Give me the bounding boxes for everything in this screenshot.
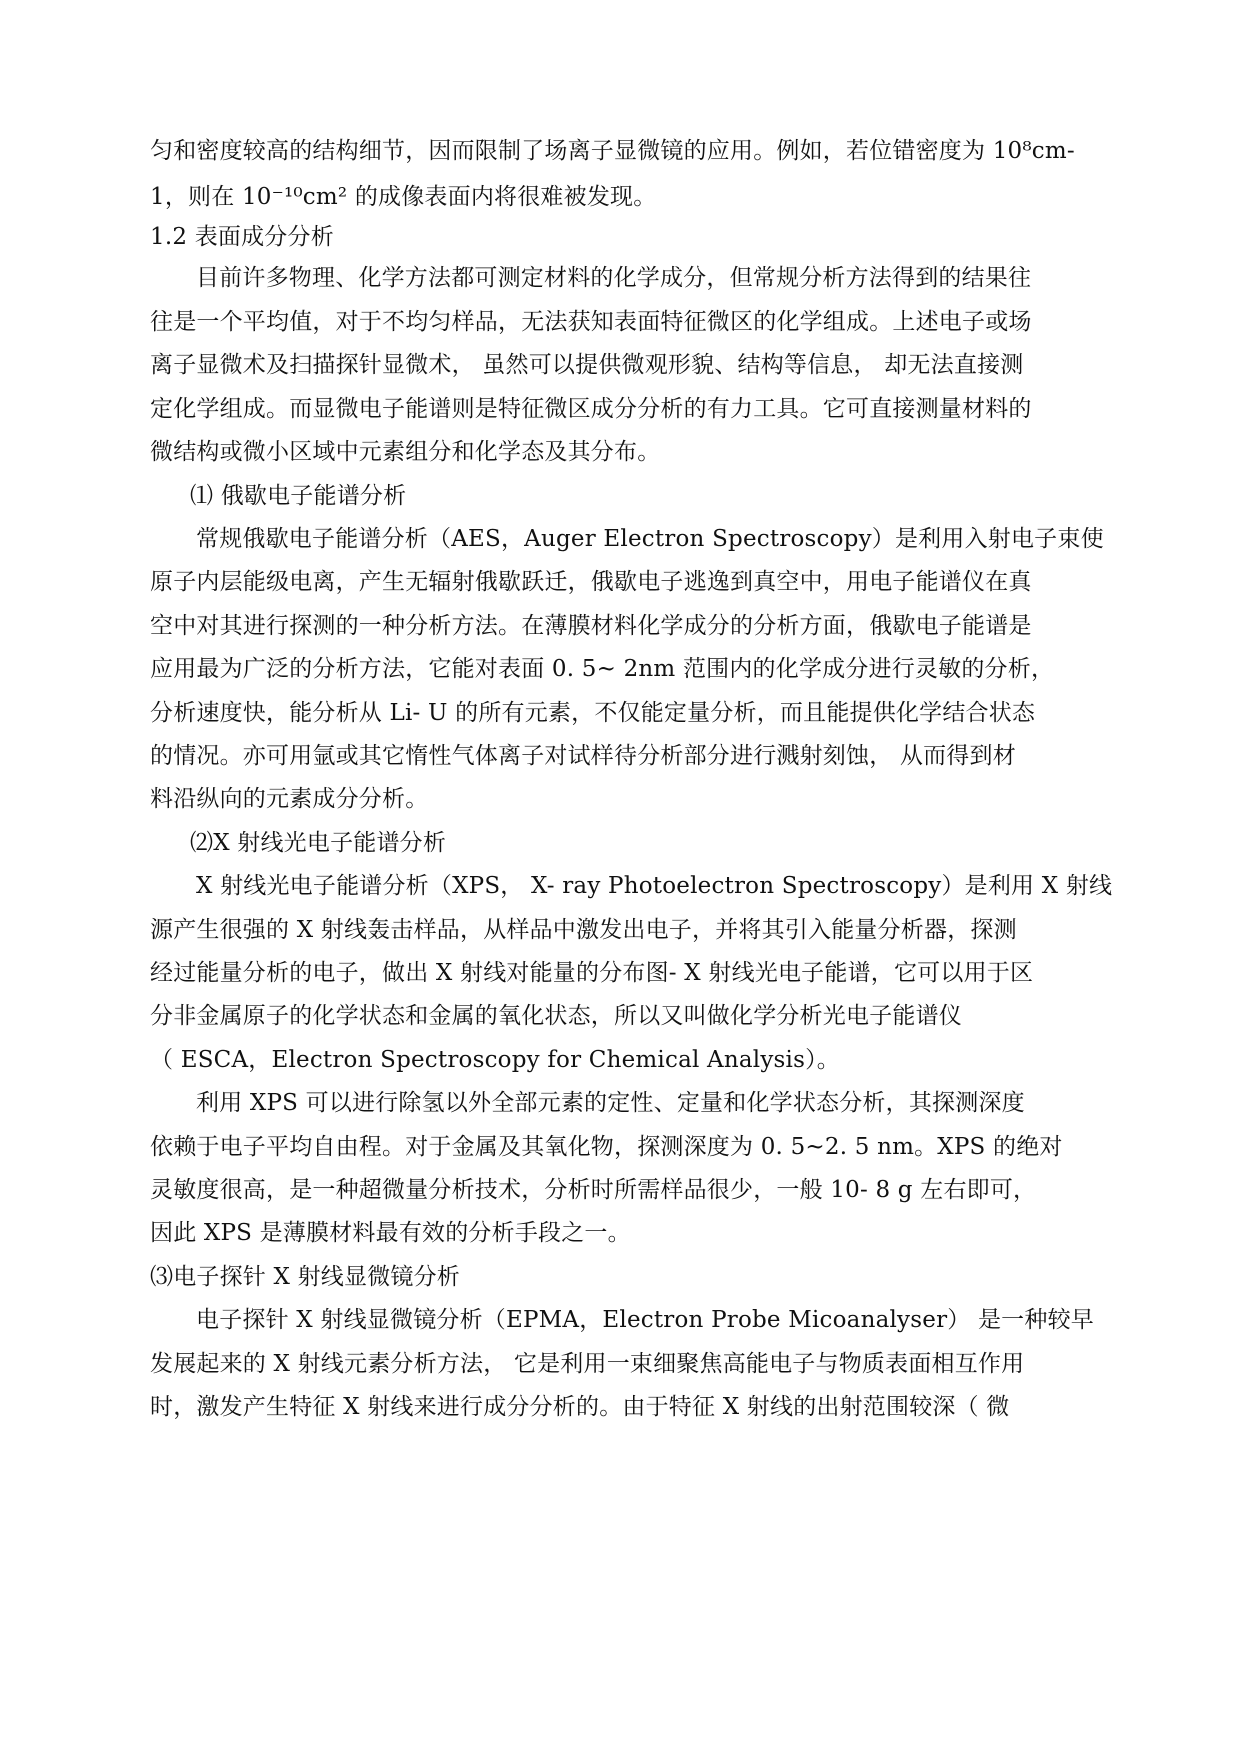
paragraph-line: 时，激发产生特征 X 射线来进行成分分析的。由于特征 X 射线的出射范围较深（ 微	[150, 1394, 1010, 1420]
paragraph-line: 料沿纵向的元素成分分析。	[150, 786, 429, 812]
paragraph-line: 往是一个平均值，对于不均匀样品，无法获知表面特征微区的化学组成。上述电子或场	[150, 309, 1032, 335]
subsection-heading: ⑶电子探针 X 射线显微镜分析	[150, 1264, 460, 1290]
section-heading: 1.2 表面成分分析	[150, 224, 334, 250]
paragraph-line: 的情况。亦可用氩或其它惰性气体离子对试样待分析部分进行溅射刻蚀， 从而得到材	[150, 743, 1016, 769]
paragraph-line: 发展起来的 X 射线元素分析方法， 它是利用一束细聚焦高能电子与物质表面相互作用	[150, 1351, 1025, 1377]
subsection-heading: ⑴ 俄歇电子能谱分析	[190, 483, 407, 509]
paragraph-line: 原子内层能级电离，产生无辐射俄歇跃迁，俄歇电子逃逸到真空中，用电子能谱仪在真	[150, 569, 1032, 595]
paragraph-line: 经过能量分析的电子，做出 X 射线对能量的分布图- X 射线光电子能谱，它可以用于区	[150, 960, 1034, 986]
paragraph-line: 离子显微术及扫描探针显微术， 虽然可以提供微观形貌、结构等信息， 却无法直接测	[150, 352, 1024, 378]
paragraph-line: 微结构或微小区域中元素组分和化学态及其分布。	[150, 439, 661, 465]
paragraph-line: 依赖于电子平均自由程。对于金属及其氧化物，探测深度为 0. 5~2. 5 nm。XPS 的绝对	[150, 1134, 1063, 1160]
paragraph-line: 分非金属原子的化学状态和金属的氧化状态，所以又叫做化学分析光电子能谱仪	[150, 1003, 962, 1029]
paragraph-line: X 射线光电子能谱分析（XPS， X- ray Photoelectron Spectroscopy）是利用 X 射线	[196, 873, 1113, 899]
paragraph-line: 灵敏度很高，是一种超微量分析技术，分析时所需样品很少，一般 10- 8 g 左右即可，	[150, 1177, 1037, 1203]
paragraph-line: 分析速度快，能分析从 Li- U 的所有元素，不仅能定量分析，而且能提供化学结合状态	[150, 700, 1036, 726]
paragraph-line: 源产生很强的 X 射线轰击样品，从样品中激发出电子，并将其引入能量分析器，探测	[150, 917, 1017, 943]
paragraph-line: 空中对其进行探测的一种分析方法。在薄膜材料化学成分的分析方面，俄歇电子能谱是	[150, 613, 1032, 639]
paragraph-line: 因此 XPS 是薄膜材料最有效的分析手段之一。	[150, 1220, 631, 1246]
paragraph-line: 电子探针 X 射线显微镜分析（EPMA，Electron Probe Micoanalyser） 是一种较早	[196, 1307, 1094, 1333]
paragraph-line: 常规俄歇电子能谱分析（AES，Auger Electron Spectroscopy）是利用入射电子束使	[196, 526, 1104, 552]
subsection-heading: ⑵X 射线光电子能谱分析	[190, 830, 447, 856]
paragraph-line: 利用 XPS 可以进行除氢以外全部元素的定性、定量和化学状态分析，其探测深度	[196, 1090, 1025, 1116]
paragraph-line: 定化学组成。而显微电子能谱则是特征微区成分分析的有力工具。它可直接测量材料的	[150, 396, 1032, 422]
paragraph-line: 目前许多物理、化学方法都可测定材料的化学成分，但常规分析方法得到的结果往	[196, 265, 1032, 291]
paragraph-line: 1，则在 10⁻¹⁰cm² 的成像表面内将很难被发现。	[150, 184, 657, 210]
paragraph-line: 匀和密度较高的结构细节，因而限制了场离子显微镜的应用。例如，若位错密度为 10⁸cm-	[150, 138, 1075, 164]
paragraph-line: 应用最为广泛的分析方法，它能对表面 0. 5~ 2nm 范围内的化学成分进行灵敏的分析，	[150, 656, 1055, 682]
paragraph-line: （ ESCA，Electron Spectroscopy for Chemical Analysis）。	[150, 1047, 840, 1073]
